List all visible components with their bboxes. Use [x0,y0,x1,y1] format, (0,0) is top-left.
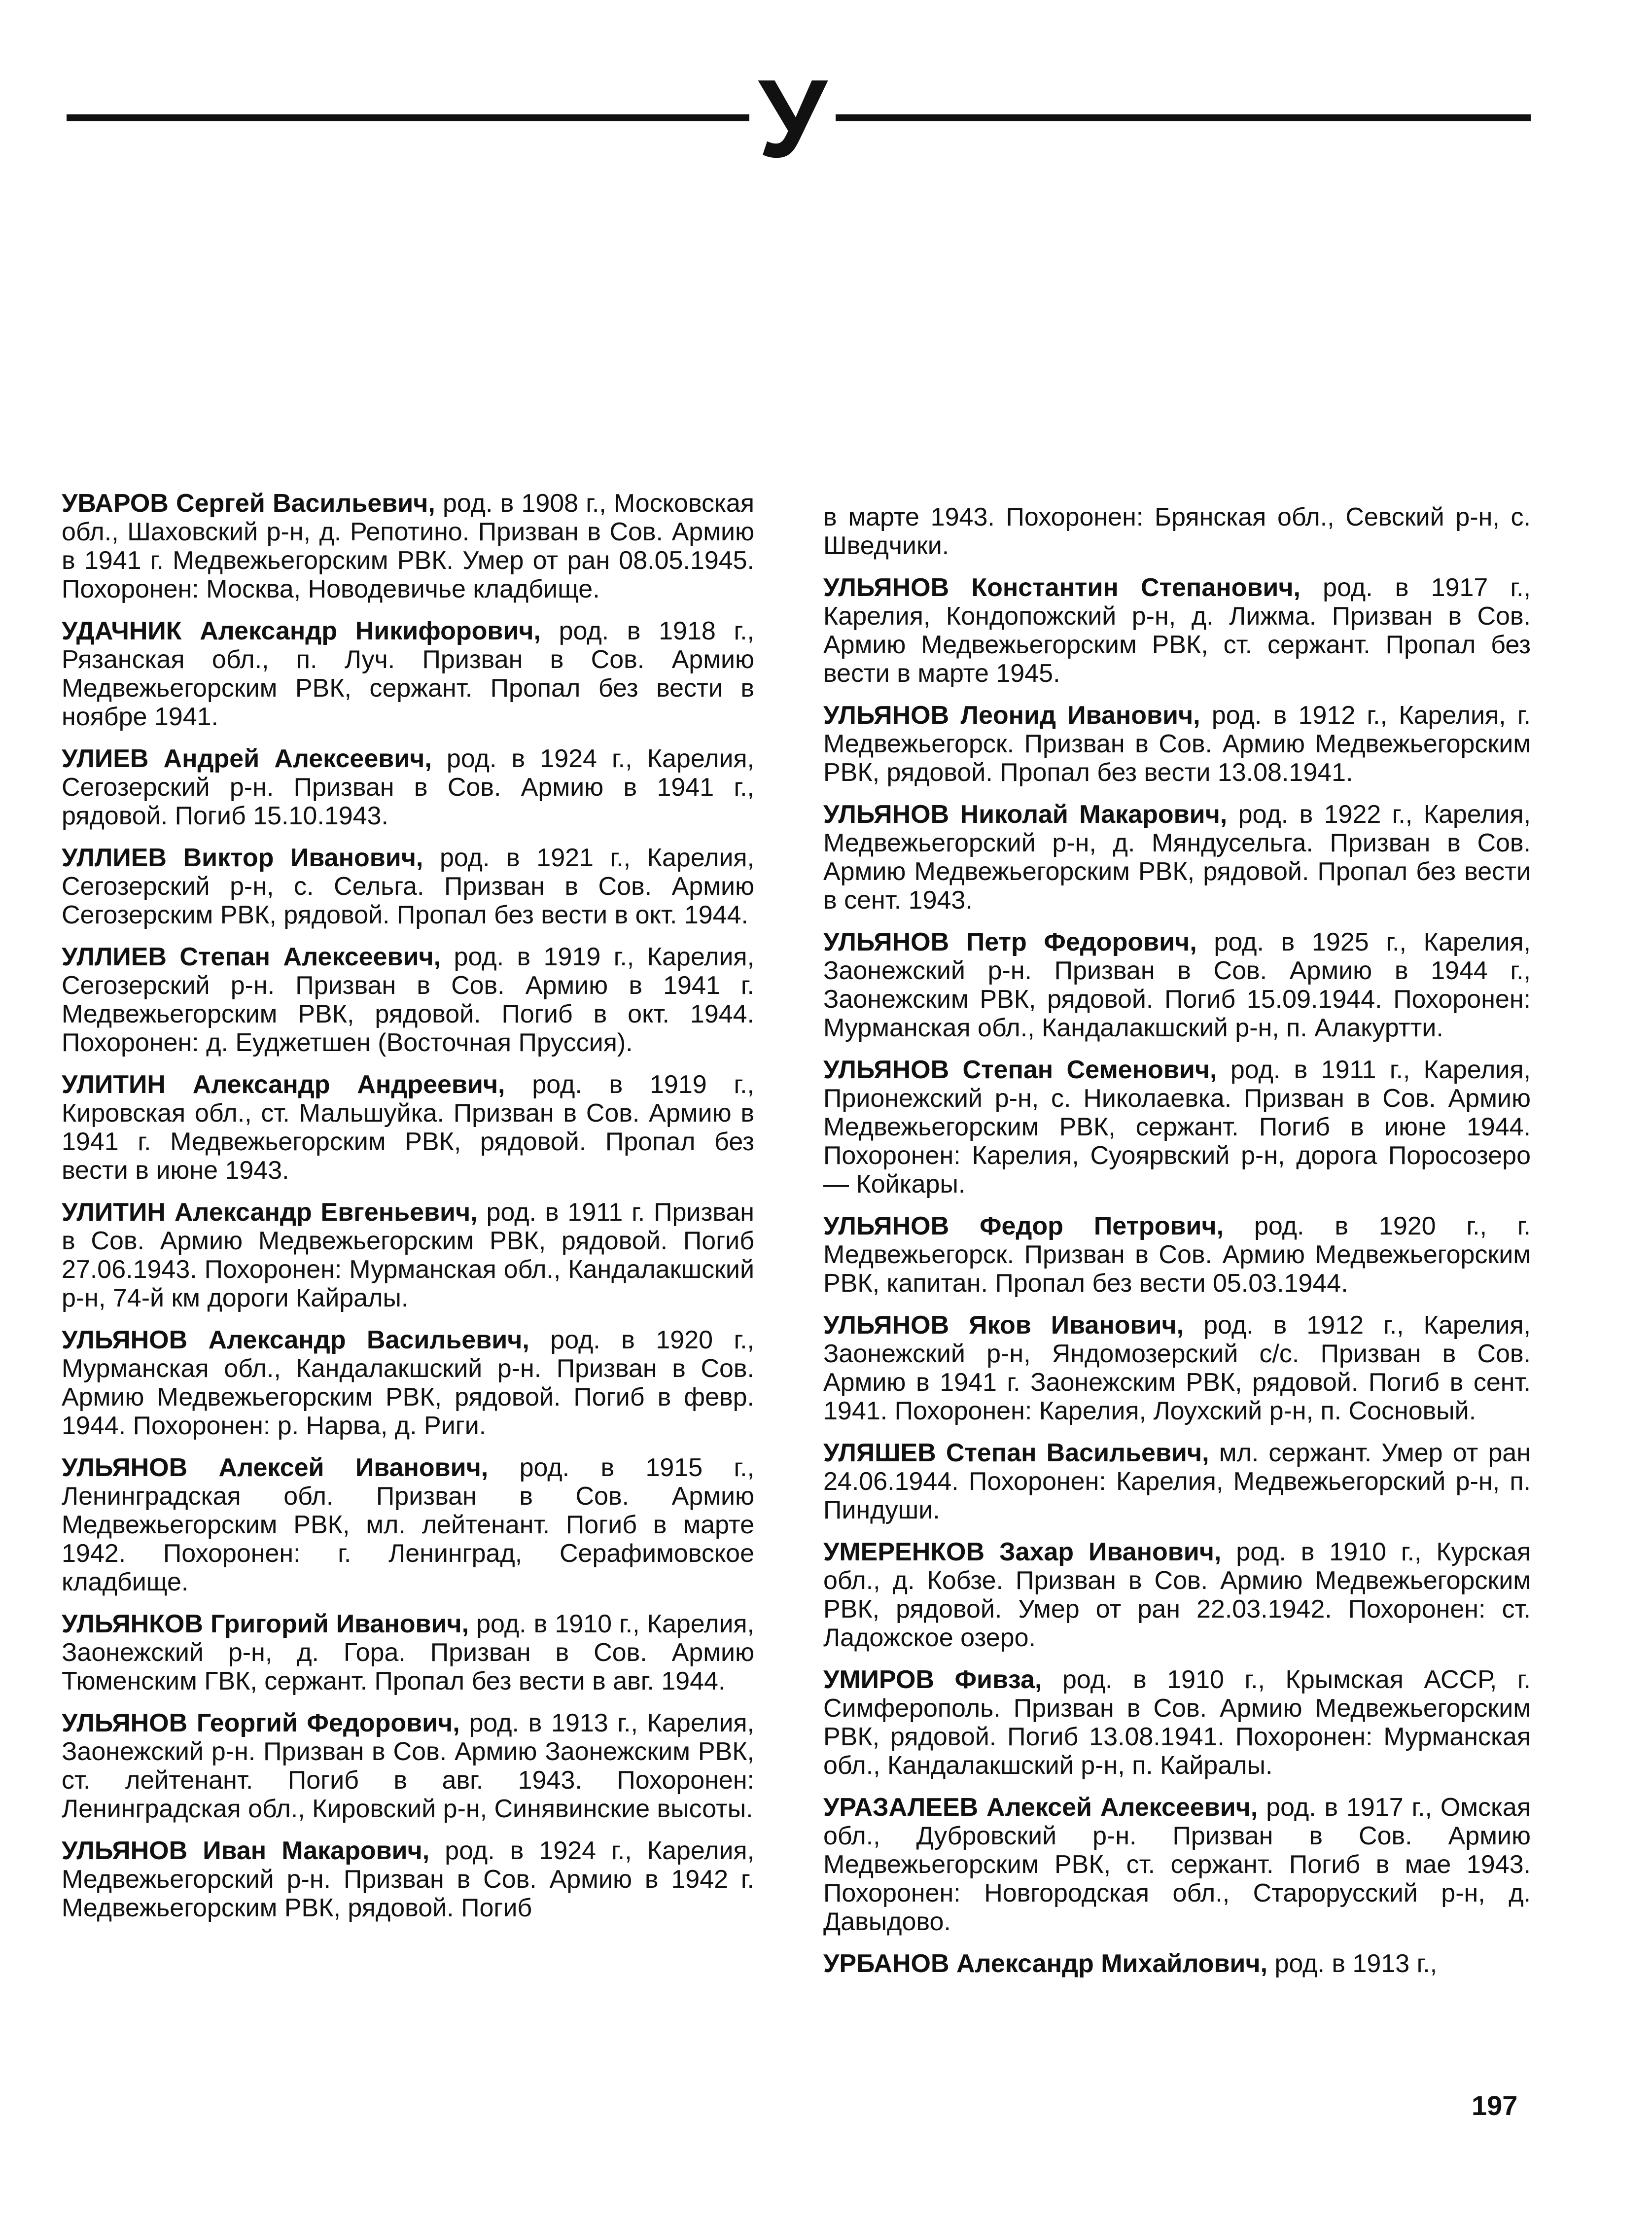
entry-text: род. в 1919 г., Карелия, Сегозерский р-н. Призван в Сов. Армию в 1941 г. Медвежьегорским РВК, рядовой. Погиб в окт. 1944. Похоронен: д. Еуджетшен (Восточная Пруссия). [62,943,755,1057]
entry-name: УЛЬЯНОВ Константин Степанович, [823,573,1301,602]
entry [823,1311,1531,1425]
entry-name: УЛЯШЕВ Степан Васильевич, [823,1439,1209,1467]
entry-text: род. в 1925 г., Карелия, Заонежский р-н. Призван в Сов. Армию в 1944 г., Заонежским РВК, рядовой. Погиб 15.09.1944. Похоронен: Мурманская обл., Кандалакшский р-н, п. Алакуртти. [823,928,1531,1042]
entry-name: УЛЬЯНОВ Яков Иванович, [823,1311,1184,1340]
entry-text: род. в 1910 г., Крымская АССР, г. Симферополь. Призван в Сов. Армию Медвежьегорским РВК, рядовой. Погиб 13.08.1941. Похоронен: Мурманская обл., Кандалакшский р-н, п. Кайралы. [823,1665,1531,1780]
entry-name: УМЕРЕНКОВ Захар Иванович, [823,1538,1222,1566]
entry-text: род. в 1917 г., Карелия, Кондопожский р-н, д. Лижма. Призван в Сов. Армию Медвежьегорским РВК, ст. сержант. Пропал без вести в марте 1945. [823,573,1531,688]
entry-name: УВАРОВ Сергей Васильевич, [62,489,435,518]
entry-text: род. в 1918 г., Рязанская обл., п. Луч. Призван в Сов. Армию Медвежьегорским РВК, сержант. Пропал без вести в ноябре 1941. [62,617,754,731]
entry [823,1665,1531,1780]
entry [823,573,1531,688]
entry [62,489,754,603]
entry-text: род. в 1908 г., Московская обл., Шаховский р-н, д. Репотино. Призван в Сов. Армию в 1941 г. Медвежьегорским РВК. Умер от ран 08.05.1945. Похоронен: Москва, Новодевичье кладбище. [62,489,754,603]
header-rule-right [836,114,1531,121]
entry [823,1056,1531,1199]
entry [62,1198,754,1312]
entry [62,1070,754,1185]
entry-name: УЛИТИН Александр Андреевич, [62,1070,505,1099]
entry-text: род. в 1920 г., г. Медвежьегорск. Призван в Сов. Армию Медвежьегорским РВК, капитан. Пропал без вести 05.03.1944. [823,1212,1531,1298]
left-column [62,489,754,1936]
entry-text: род. в 1920 г., Мурманская обл., Кандалакшский р-н. Призван в Сов. Армию Медвежьегорским РВК, рядовой. Погиб в февр. 1944. Похоронен: р. Нарва, д. Риги. [62,1326,755,1440]
entry-name: УЛЬЯНОВ Иван Макарович, [62,1836,430,1865]
entry-text: род. в 1917 г., Омская обл., Дубровский р-н. Призван в Сов. Армию Медвежьегорским РВК, ст. сержант. Погиб в мае 1943. Похоронен: Новгородская обл., Старорусский р-н, д. Давыдово. [823,1793,1531,1936]
entry [62,1836,754,1922]
entry-name: УЛИТИН Александр Евгеньевич, [62,1198,478,1227]
entry [823,928,1531,1042]
entry-name: УЛЬЯНОВ Петр Федорович, [823,928,1197,956]
entry [823,701,1531,787]
entry-text: род. в 1915 г., Ленинградская обл. Призван в Сов. Армию Медвежьегорским РВК, мл. лейтенант. Погиб в марте 1942. Похоронен: г. Ленинград, Серафимовское кладбище. [62,1453,755,1596]
entry-name: УЛЬЯНКОВ Григорий Иванович, [62,1610,469,1638]
entry-name: УЛЬЯНОВ Леонид Иванович, [823,701,1200,730]
entry [823,1439,1531,1524]
entry [823,1793,1531,1936]
entry [62,844,754,929]
entry-text: род. в 1912 г., Карелия, г. Медвежьегорск. Призван в Сов. Армию Медвежьегорским РВК, рядовой. Пропал без вести 13.08.1941. [823,701,1531,787]
entry-name: УЛИЕВ Андрей Алексеевич, [62,744,432,773]
entry-name: УДАЧНИК Александр Никифорович, [62,617,541,645]
entry [823,1212,1531,1298]
entry-text: род. в 1911 г., Карелия, Прионежский р-н, с. Николаевка. Призван в Сов. Армию Медвежьегорским РВК, сержант. Погиб в июне 1944. Похоронен: Карелия, Суоярвский р-н, дорога Поросозеро — Койкары. [823,1056,1531,1199]
entry-text: род. в 1921 г., Карелия, Сегозерский р-н, с. Сельга. Призван в Сов. Армию Сегозерским РВК, рядовой. Пропал без вести в окт. 1944. [62,844,754,929]
entry-text: род. в 1913 г., Карелия, Заонежский р-н. Призван в Сов. Армию Заонежским РВК, ст. лейтенант. Погиб в авг. 1943. Похоронен: Ленинградская обл., Кировский р-н, Синявинские высоты. [62,1709,755,1823]
entry-name: УРАЗАЛЕЕВ Алексей Алексеевич, [823,1793,1258,1822]
entry-name: УЛЬЯНОВ Степан Семенович, [823,1056,1217,1084]
entry-text: мл. сержант. Умер от ран 24.06.1944. Похоронен: Карелия, Медвежьегорский р-н, п. Пиндуши. [823,1439,1531,1524]
entry [823,1949,1531,1978]
entry-name: УЛЛИЕВ Степан Алексеевич, [62,943,441,971]
entry-text: род. в 1911 г. Призван в Сов. Армию Медвежьегорским РВК, рядовой. Погиб 27.06.1943. Похоронен: Мурманская обл., Кандалакшский р-н, 74-й км дороги Кайралы. [62,1198,754,1312]
section-letter: У [758,56,827,180]
entry-text: род. в 1922 г., Карелия, Медвежьегорский р-н, д. Мяндусельга. Призван в Сов. Армию Медвежьегорским РВК, рядовой. Пропал без вести в сент. 1943. [823,800,1531,915]
header-rule-left [67,114,749,121]
entry [62,744,754,830]
entry-name: УЛЛИЕВ Виктор Иванович, [62,844,423,872]
entry [823,800,1531,915]
entry-text: род. в 1913 г., [1267,1949,1438,1978]
right-column [823,503,1531,1991]
entry [62,1326,754,1440]
entry-name: УЛЬЯНОВ Александр Васильевич, [62,1326,529,1354]
entry-name: УЛЬЯНОВ Федор Петрович, [823,1212,1224,1240]
section-header [67,56,1531,180]
entry [62,617,754,731]
entry [62,1453,754,1596]
entry [62,1709,754,1823]
entry-text: род. в 1924 г., Карелия, Медвежьегорский р-н. Призван в Сов. Армию в 1942 г. Медвежьегорским РВК, рядовой. Погиб [62,1836,755,1922]
entry-text: в марте 1943. Похоронен: Брянская обл., Севский р-н, с. Шведчики. [823,503,1531,560]
entry-text: род. в 1919 г., Кировская обл., ст. Мальшуйка. Призван в Сов. Армию в 1941 г. Медвежьегорским РВК, рядовой. Пропал без вести в июне 1943. [62,1070,754,1185]
entry-text: род. в 1912 г., Карелия, Заонежский р-н, Яндомозерский с/с. Призван в Сов. Армию в 1941 г. Заонежским РВК, рядовой. Погиб в сент. 1941. Похоронен: Карелия, Лоухский р-н, п. Сосновый. [823,1311,1531,1425]
entry [62,943,754,1057]
entry-text: род. в 1910 г., Курская обл., д. Кобзе. Призван в Сов. Армию Медвежьегорским РВК, рядовой. Умер от ран 22.03.1942. Похоронен: ст. Ладожское озеро. [823,1538,1531,1652]
entry-name: УРБАНОВ Александр Михайлович, [823,1949,1268,1978]
entry-name: УЛЬЯНОВ Георгий Федорович, [62,1709,460,1737]
entry [62,1610,754,1695]
entry-name: УЛЬЯНОВ Алексей Иванович, [62,1453,489,1482]
entry-continuation [823,503,1531,560]
entry-text: род. в 1924 г., Карелия, Сегозерский р-н. Призван в Сов. Армию в 1941 г., рядовой. Погиб 15.10.1943. [62,744,755,830]
entry-text: род. в 1910 г., Карелия, Заонежский р-н, д. Гора. Призван в Сов. Армию Тюменским ГВК, сержант. Пропал без вести в авг. 1944. [62,1610,754,1695]
entry [823,1538,1531,1652]
entry-name: УЛЬЯНОВ Николай Макарович, [823,800,1228,829]
entry-name: УМИРОВ Фивза, [823,1665,1042,1694]
page-number: 197 [1472,2090,1518,2121]
